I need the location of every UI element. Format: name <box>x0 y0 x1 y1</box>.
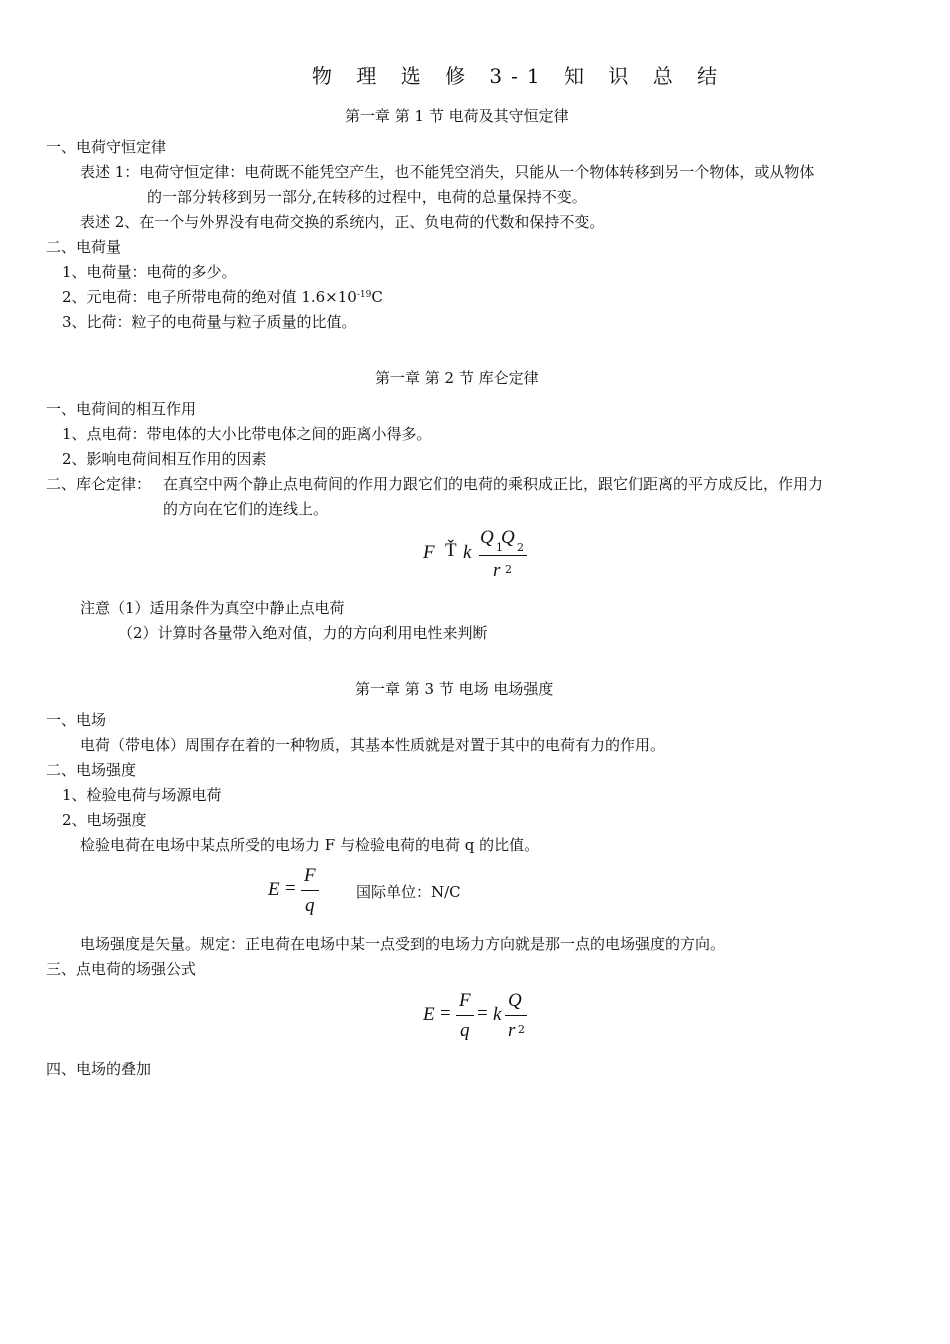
formula-r: r <box>493 560 501 581</box>
coulomb-law-line-1: 在真空中两个静止点电荷间的作用力跟它们的电荷的乘积成正比，跟它们距离的平方成反比，作用力 <box>163 475 824 493</box>
si-unit: 国际单位：N/C <box>356 883 461 901</box>
elementary-charge-text: 2、元电荷：电子所带电荷的绝对值 1.6×10 <box>62 288 357 306</box>
field-vector-statement: 电场强度是矢量。规定：正电荷在电场中某一点受到的电场力方向就是那一点的电场强度的方向。 <box>80 935 726 953</box>
formula-Q2: Q <box>501 527 515 548</box>
f2-fraction-bar-2 <box>505 1015 527 1016</box>
section-heading-3: 第一章 第 3 节 电场 电场强度 <box>355 680 554 698</box>
electric-field-description: 电荷（带电体）周围存在着的一种物质，其基本性质就是对置于其中的电荷有力的作用。 <box>80 736 666 754</box>
item-test-and-source-charge: 1、检验电荷与场源电荷 <box>62 786 222 804</box>
formula-r-exponent: 2 <box>505 563 512 576</box>
note-2: （2）计算时各量带入绝对值，力的方向利用电性来判断 <box>118 624 488 642</box>
f2-E: E <box>423 1004 435 1025</box>
elementary-charge-exponent: -19 <box>356 290 372 300</box>
f1-E: E <box>268 879 280 900</box>
statement-2: 表述 2、在一个与外界没有电荷交换的系统内，正、负电荷的代数和保持不变。 <box>80 213 605 231</box>
f2-r-exponent: 2 <box>518 1023 525 1036</box>
coulomb-law-line-2: 的方向在它们的连线上。 <box>163 500 329 518</box>
formula-fraction-bar <box>479 555 527 556</box>
statement-1-line-1: 表述 1：电荷守恒定律：电荷既不能凭空产生，也不能凭空消失，只能从一个物体转移到另一个物体，或从物体 <box>80 163 815 181</box>
item-field-strength: 2、电场强度 <box>62 811 147 829</box>
f2-denominator-q: q <box>460 1020 470 1041</box>
item-elementary-charge <box>62 287 383 310</box>
section-heading-1: 第一章 第 1 节 电荷及其守恒定律 <box>345 107 569 125</box>
section-heading-2: 第一章 第 2 节 库仑定律 <box>375 369 539 387</box>
formula-equals-glyph: Ť <box>445 540 457 561</box>
elementary-charge-unit: C <box>371 288 383 306</box>
heading-charge-quantity: 二、电荷量 <box>46 238 122 256</box>
f2-equals-2: = <box>477 1003 488 1024</box>
heading-electric-field: 一、电场 <box>46 711 107 729</box>
formula-Q1-subscript: 1 <box>496 541 503 554</box>
document-title: 物 理 选 修 3-1 知 识 总 结 <box>312 64 727 88</box>
heading-superposition: 四、电场的叠加 <box>46 1060 152 1078</box>
heading-point-charge-field: 三、点电荷的场强公式 <box>46 960 197 978</box>
f2-denominator-r: r <box>508 1020 516 1041</box>
formula-k: k <box>463 542 472 563</box>
heading-coulomb-law: 二、库仑定律： <box>46 475 152 493</box>
formula-Q1: Q <box>480 527 494 548</box>
heading-charge-conservation: 一、电荷守恒定律 <box>46 138 167 156</box>
f2-numerator-F: F <box>459 990 471 1011</box>
f1-fraction-bar <box>301 890 319 891</box>
formula-F: F <box>423 542 435 563</box>
heading-field-strength: 二、电场强度 <box>46 761 137 779</box>
item-point-charge: 1、点电荷：带电体的大小比带电体之间的距离小得多。 <box>62 425 432 443</box>
formula-Q2-subscript: 2 <box>517 541 524 554</box>
f2-fraction-bar-1 <box>456 1015 474 1016</box>
item-specific-charge: 3、比荷：粒子的电荷量与粒子质量的比值。 <box>62 313 357 331</box>
f1-denominator: q <box>305 895 315 916</box>
heading-interaction: 一、电荷间的相互作用 <box>46 400 197 418</box>
f2-equals-1: = <box>440 1003 451 1024</box>
statement-1-line-2: 的一部分转移到另一部分,在转移的过程中，电荷的总量保持不变。 <box>147 188 587 206</box>
f2-k: k <box>493 1004 502 1025</box>
f2-numerator-Q: Q <box>508 990 522 1011</box>
item-charge-quantity: 1、电荷量：电荷的多少。 <box>62 263 237 281</box>
f1-numerator: F <box>304 865 316 886</box>
f1-equals: = <box>285 878 296 899</box>
field-strength-definition: 检验电荷在电场中某点所受的电场力 F 与检验电荷的电荷 q 的比值。 <box>80 836 540 854</box>
note-1: 注意（1）适用条件为真空中静止点电荷 <box>80 599 345 617</box>
item-factors: 2、影响电荷间相互作用的因素 <box>62 450 267 468</box>
